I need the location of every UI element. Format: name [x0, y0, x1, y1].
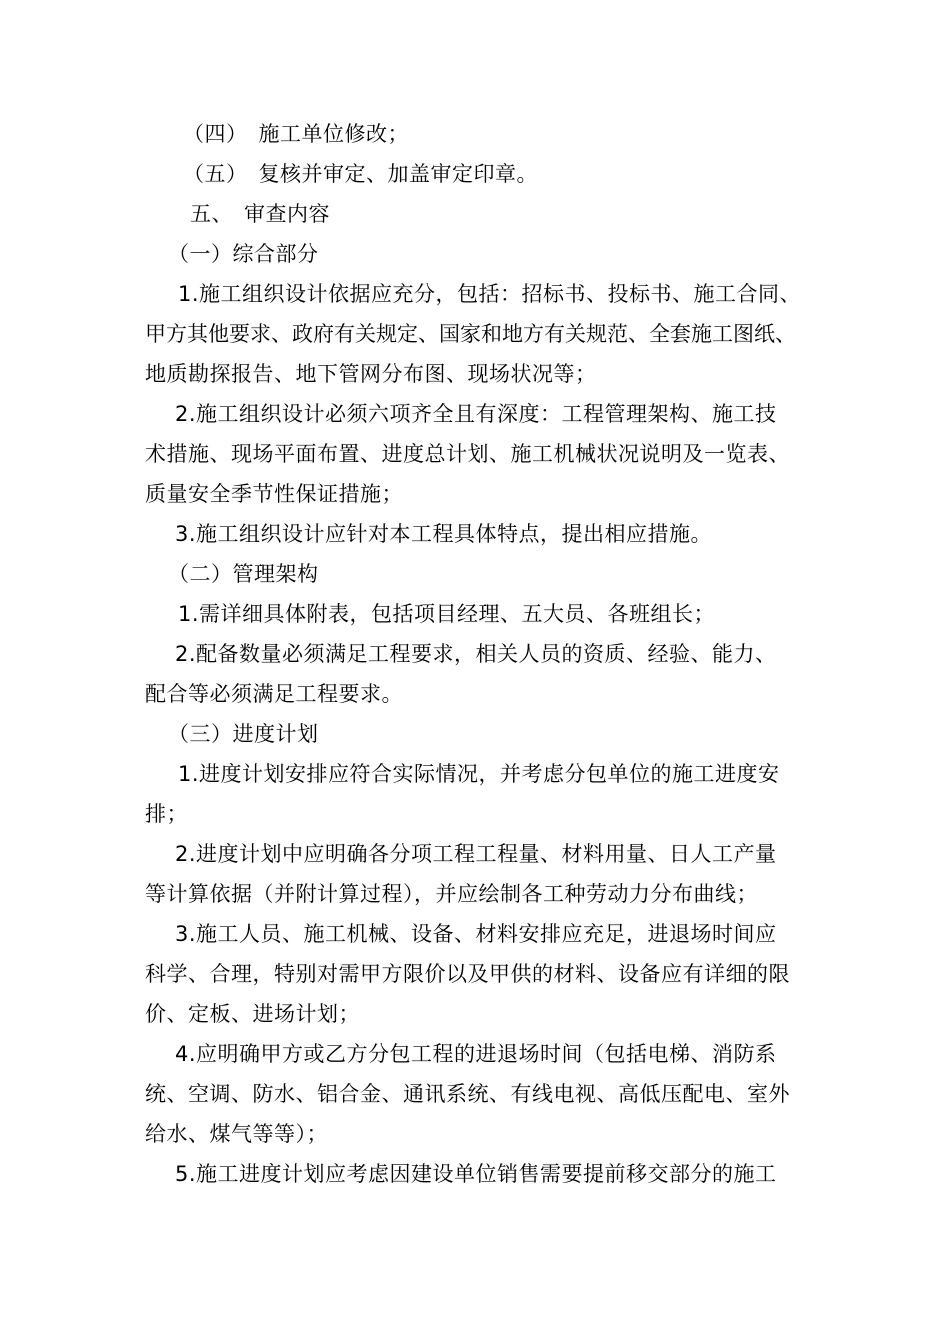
- paragraph-line: 3.施工人员、施工机械、设备、材料安排应充足，进退场时间应: [175, 922, 777, 946]
- paragraph-line: 2.进度计划中应明确各分项工程工程量、材料用量、日人工产量: [175, 842, 777, 866]
- paragraph-line: 4.应明确甲方或乙方分包工程的进退场时间（包括电梯、消防系: [175, 1042, 777, 1066]
- paragraph-line: 科学、合理，特别对需甲方限价以及甲供的材料、设备应有详细的限: [145, 962, 790, 986]
- step-four: （四） 施工单位修改；: [183, 122, 409, 146]
- paragraph-line: 排；: [145, 802, 188, 826]
- paragraph-line: 1.施工组织设计依据应充分，包括：招标书、投标书、施工合同、: [178, 282, 802, 306]
- paragraph-line: 5.施工进度计划应考虑因建设单位销售需要提前移交部分的施工: [175, 1162, 777, 1186]
- paragraph-line: 甲方其他要求、政府有关规定、国家和地方有关规范、全套施工图纸、: [145, 322, 796, 346]
- paragraph-line: 1.进度计划安排应符合实际情况，并考虑分包单位的施工进度安: [178, 762, 780, 786]
- paragraph-line: 1.需详细具体附表，包括项目经理、五大员、各班组长；: [178, 602, 716, 626]
- paragraph-line: 质量安全季节性保证措施；: [145, 482, 403, 506]
- paragraph-line: 2.施工组织设计必须六项齐全且有深度：工程管理架构、施工技: [175, 402, 777, 426]
- section-heading-five: 五、 审查内容: [190, 202, 330, 226]
- paragraph-line: 配合等必须满足工程要求。: [145, 682, 403, 706]
- paragraph-line: 给水、煤气等等）；: [145, 1122, 328, 1146]
- paragraph-line: 术措施、现场平面布置、进度总计划、施工机械状况说明及一览表、: [145, 442, 790, 466]
- paragraph-line: 地质勘探报告、地下管网分布图、现场状况等；: [145, 362, 597, 386]
- subsection-heading-one: （一）综合部分: [168, 242, 319, 266]
- paragraph-line: 价、定板、进场计划；: [145, 1002, 360, 1026]
- paragraph-line: 2.配备数量必须满足工程要求，相关人员的资质、经验、能力、: [175, 642, 777, 666]
- paragraph-line: 等计算依据（并附计算过程），并应绘制各工种劳动力分布曲线；: [145, 882, 758, 906]
- paragraph-line: 统、空调、防水、铝合金、通讯系统、有线电视、高低压配电、室外: [145, 1082, 790, 1106]
- subsection-heading-two: （二）管理架构: [168, 562, 319, 586]
- subsection-heading-three: （三）进度计划: [168, 722, 319, 746]
- step-five: （五） 复核并审定、加盖审定印章。: [183, 162, 538, 186]
- paragraph-line: 3.施工组织设计应针对本工程具体特点，提出相应措施。: [175, 522, 713, 546]
